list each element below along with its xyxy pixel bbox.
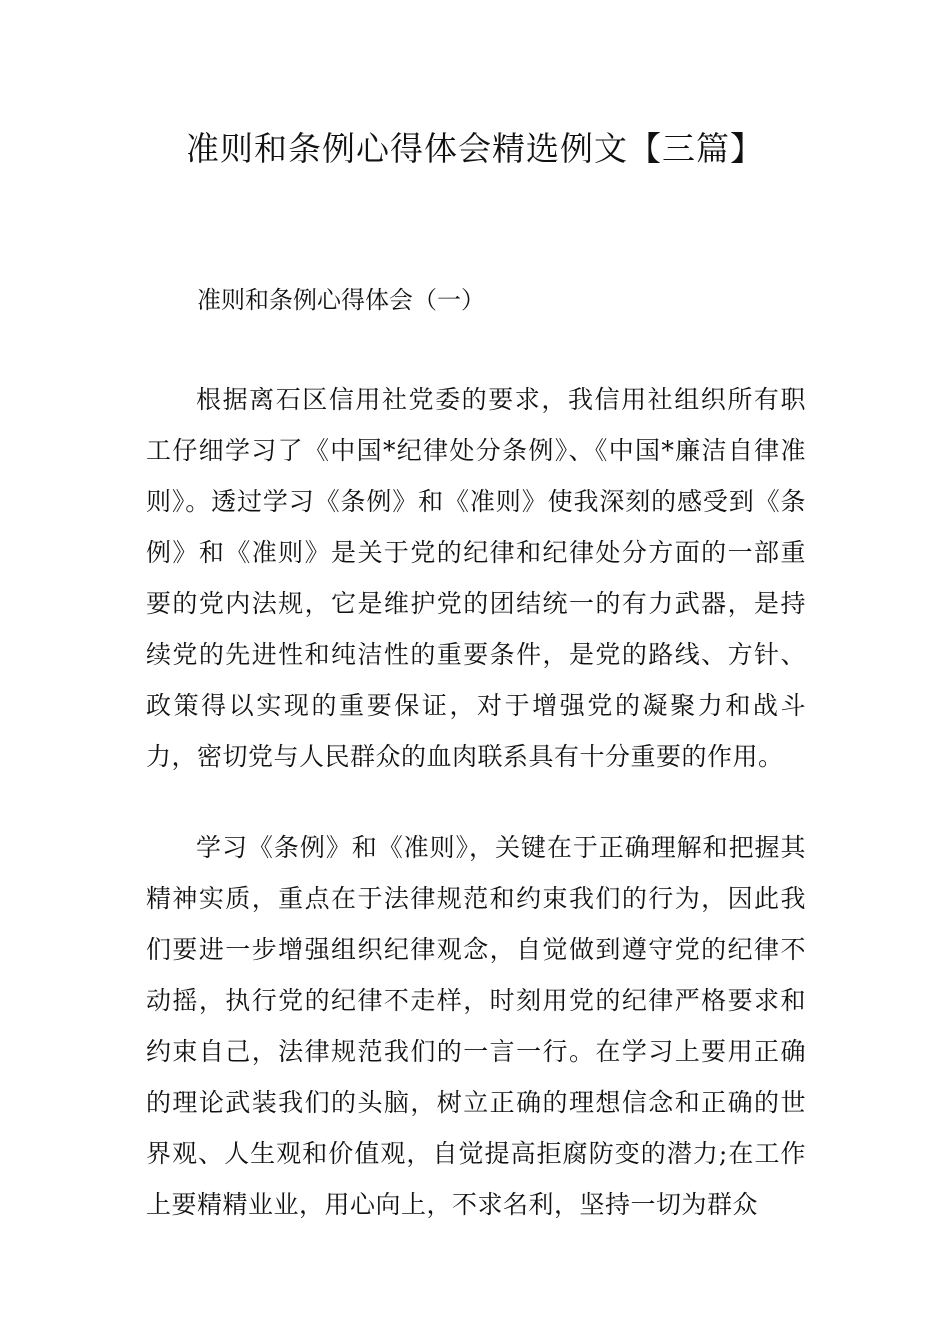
body-paragraph: 学习《条例》和《准则》，关键在于正确理解和把握其精神实质，重点在于法律规范和约束我们的行为，因此我们要进一步增强组织纪律观念，自觉做到遵守党的纪律不动摇，执行党的纪律不走样，时刻用党的纪律严格要求和约束自己，法律规范我们的一言一行。在学习上要用正确的理论武装我们的头脑，树立正确的理想信念和正确的世界观、人生观和价值观，自觉提高拒腐防变的潜力;在工作上要精精业业，用心向上，不求名利，坚持一切为群众 — [146, 833, 806, 1219]
document-title: 准则和条例心得体会精选例文【三篇】 — [186, 129, 764, 168]
body-paragraph: 根据离石区信用社党委的要求，我信用社组织所有职工仔细学习了《中国*纪律处分条例》、《中国*廉洁自律准则》。透过学习《条例》和《准则》使我深刻的感受到《条例》和《准则》是关于党的纪律和纪律处分方面的一部重要的党内法规，它是维护党的团结统一的有力武器，是持续党的先进性和纯洁性的重要条件，是党的路线、方针、政策得以实现的重要保证，对于增强党的凝聚力和战斗力，密切党与人民群众的血肉联系具有十分重要的作用。 — [146, 385, 806, 771]
section-heading: 准则和条例心得体会（一） — [197, 286, 485, 314]
